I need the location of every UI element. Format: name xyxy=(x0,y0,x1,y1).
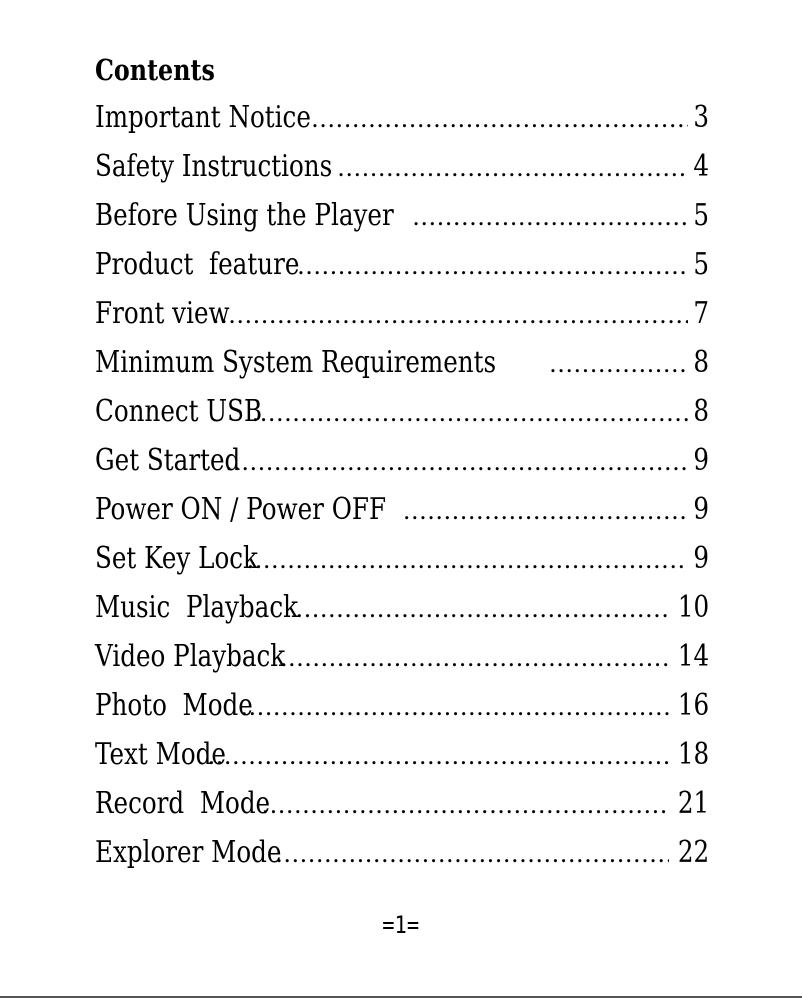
toc-entry-label: Record Mode xyxy=(95,786,271,821)
toc-dot-leader xyxy=(275,836,669,872)
toc-entry-text-mode[interactable] xyxy=(95,737,709,786)
toc-entry-page: 10 xyxy=(677,590,709,625)
toc-dot-leader xyxy=(261,787,668,823)
toc-dot-leader xyxy=(247,542,688,578)
toc-entry-label: Explorer Mode xyxy=(95,835,282,870)
toc-entry-page: 21 xyxy=(677,786,709,821)
toc-entry-label: Safety Instructions xyxy=(95,149,333,184)
toc-dot-leader xyxy=(280,640,669,676)
toc-dot-leader xyxy=(297,248,688,284)
toc-entry-get-started[interactable] xyxy=(95,443,709,492)
toc-list xyxy=(95,100,709,884)
toc-dot-leader xyxy=(240,689,668,725)
toc-entry-label: Photo Mode xyxy=(95,688,253,723)
toc-entry-page: 3 xyxy=(693,100,709,135)
toc-entry-page: 18 xyxy=(677,737,709,772)
toc-entry-record-mode[interactable] xyxy=(95,786,709,835)
table-of-contents xyxy=(95,52,709,884)
toc-entry-label: Before Using the Player xyxy=(95,198,394,233)
toc-dot-leader xyxy=(212,297,688,333)
toc-entry-video-playback[interactable] xyxy=(95,639,709,688)
toc-entry-power-on-off[interactable] xyxy=(95,492,709,541)
toc-entry-page: 9 xyxy=(693,443,709,478)
toc-entry-page: 4 xyxy=(693,149,709,184)
toc-entry-photo-mode[interactable] xyxy=(95,688,709,737)
toc-dot-leader xyxy=(295,591,668,627)
toc-dot-leader xyxy=(412,199,688,235)
toc-entry-page: 9 xyxy=(693,492,709,527)
toc-entry-set-key-lock[interactable] xyxy=(95,541,709,590)
page-number xyxy=(0,910,802,940)
toc-dot-leader xyxy=(403,493,688,529)
toc-entry-page: 5 xyxy=(693,247,709,282)
toc-dot-leader xyxy=(225,444,688,480)
toc-entry-connect-usb[interactable] xyxy=(95,394,709,443)
toc-entry-label: Get Started xyxy=(95,443,241,478)
contents-heading: Contents xyxy=(95,53,215,87)
toc-entry-page: 14 xyxy=(677,639,709,674)
toc-entry-label: Set Key Lock xyxy=(95,541,258,576)
toc-entry-page: 7 xyxy=(693,296,709,331)
toc-dot-leader xyxy=(337,150,688,186)
toc-entry-page: 8 xyxy=(693,394,709,429)
toc-entry-before-using[interactable] xyxy=(95,198,709,247)
toc-entry-page: 5 xyxy=(693,198,709,233)
toc-entry-label: Minimum System Requirements xyxy=(95,345,497,380)
page-number-text: =1= xyxy=(382,911,420,939)
toc-entry-label: Music Playback xyxy=(95,590,299,625)
toc-entry-page: 16 xyxy=(677,688,709,723)
toc-entry-page: 8 xyxy=(693,345,709,380)
toc-entry-page: 22 xyxy=(677,835,709,870)
toc-dot-leader xyxy=(252,395,688,431)
toc-entry-explorer-mode[interactable] xyxy=(95,835,709,884)
toc-entry-label: Important Notice xyxy=(95,100,311,135)
toc-entry-important-notice[interactable] xyxy=(95,100,709,149)
toc-entry-product-feature[interactable] xyxy=(95,247,709,296)
toc-dot-leader xyxy=(311,101,688,137)
toc-entry-page: 9 xyxy=(693,541,709,576)
toc-entry-music-playback[interactable] xyxy=(95,590,709,639)
toc-entry-label: Product feature xyxy=(95,247,300,282)
bottom-divider xyxy=(0,996,802,998)
toc-entry-safety-instructions[interactable] xyxy=(95,149,709,198)
toc-entry-label: Power ON / Power OFF xyxy=(95,492,387,527)
toc-entry-label: Video Playback xyxy=(95,639,286,674)
toc-entry-label: Front view xyxy=(95,296,230,331)
toc-entry-front-view[interactable] xyxy=(95,296,709,345)
toc-dot-leader xyxy=(208,738,669,774)
toc-entry-minimum-system-requirements[interactable] xyxy=(95,345,709,394)
toc-entry-label: Text Mode xyxy=(95,737,226,772)
toc-entry-label: Connect USB xyxy=(95,394,263,429)
toc-dot-leader xyxy=(549,346,688,382)
